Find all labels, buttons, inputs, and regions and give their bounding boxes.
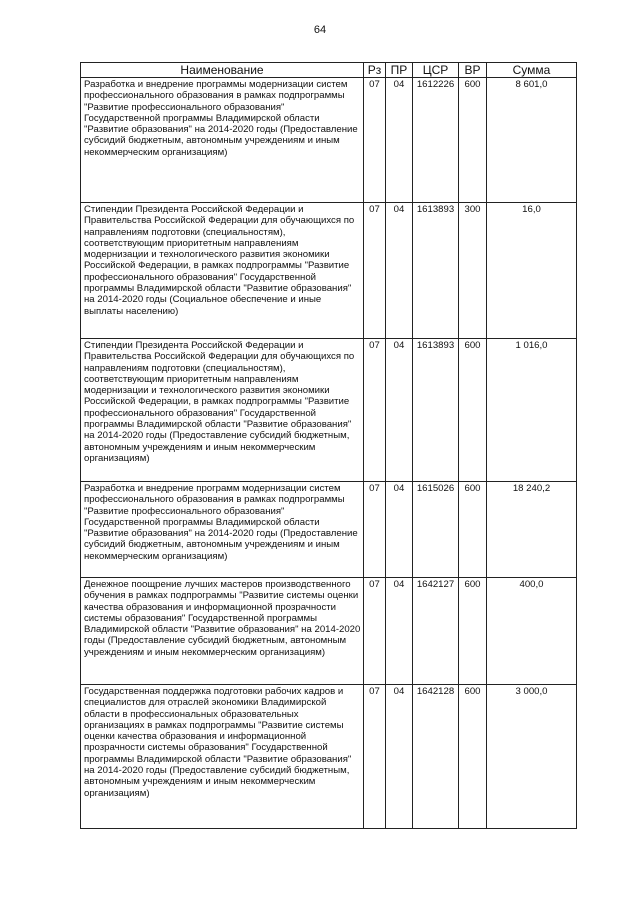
budget-table bbox=[80, 62, 577, 829]
row-name: Денежное поощрение лучших мастеров производственного обучения в рамках подпрограммы "Развитие системы оценки качества образования и информационной прозрачности системы образования" Государственной программы Владимирской области "Развитие образования" на 2014-2020 годы (Предоставление субсидий бюджетным, автономным учреждениям и иным некоммерческим организациям) bbox=[81, 578, 364, 685]
row-rz: 07 bbox=[364, 78, 386, 203]
row-rz: 07 bbox=[364, 578, 386, 685]
row-sum: 8 601,0 bbox=[487, 78, 577, 203]
header-rz: Рз bbox=[364, 63, 386, 78]
row-sum: 400,0 bbox=[487, 578, 577, 685]
page-number: 64 bbox=[313, 24, 327, 36]
row-rz: 07 bbox=[364, 685, 386, 829]
row-name: Разработка и внедрение программы модернизации систем профессионального образования в рамках подпрограммы "Развитие профессионального образования" Государственной программы Владимирской области "Развитие образования" на 2014-2020 годы (Предоставление субсидий бюджетным, автономным учреждениям и иным некоммерческим организациям) bbox=[81, 78, 364, 203]
table-row bbox=[81, 339, 577, 482]
row-pr: 04 bbox=[386, 482, 413, 578]
row-csr: 1642127 bbox=[413, 578, 459, 685]
table-header-row bbox=[81, 63, 577, 78]
row-csr: 1613893 bbox=[413, 339, 459, 482]
row-vr: 600 bbox=[459, 578, 487, 685]
row-vr: 600 bbox=[459, 685, 487, 829]
row-rz: 07 bbox=[364, 339, 386, 482]
header-sum: Сумма bbox=[487, 63, 577, 78]
row-vr: 600 bbox=[459, 78, 487, 203]
table-row bbox=[81, 78, 577, 203]
row-sum: 18 240,2 bbox=[487, 482, 577, 578]
row-sum: 16,0 bbox=[487, 203, 577, 339]
table-row bbox=[81, 578, 577, 685]
header-pr: ПР bbox=[386, 63, 413, 78]
row-csr: 1613893 bbox=[413, 203, 459, 339]
row-vr: 600 bbox=[459, 339, 487, 482]
row-pr: 04 bbox=[386, 685, 413, 829]
row-csr: 1615026 bbox=[413, 482, 459, 578]
row-sum: 3 000,0 bbox=[487, 685, 577, 829]
row-name: Государственная поддержка подготовки рабочих кадров и специалистов для отраслей экономики Владимирской области в профессиональных образовательных организациях в рамках подпрограммы "Развитие системы оценки качества образования и информационной прозрачности системы образования" Государственной программы Владимирской области "Развитие образования" на 2014-2020 годы (Предоставление субсидий бюджетным, автономным учреждениям и иным некоммерческим организациям) bbox=[81, 685, 364, 829]
row-sum: 1 016,0 bbox=[487, 339, 577, 482]
row-pr: 04 bbox=[386, 578, 413, 685]
row-name: Разработка и внедрение программ модернизации систем профессионального образования в рамках подпрограммы "Развитие профессионального образования" Государственной программы Владимирской области "Развитие образования" на 2014-2020 годы (Предоставление субсидий бюджетным, автономным учреждениям и иным некоммерческим организациям) bbox=[81, 482, 364, 578]
row-csr: 1612226 bbox=[413, 78, 459, 203]
row-rz: 07 bbox=[364, 203, 386, 339]
row-vr: 300 bbox=[459, 203, 487, 339]
row-name: Стипендии Президента Российской Федерации и Правительства Российской Федерации для обучающихся по направлениям подготовки (специальностям), соответствующим приоритетным направлениям модернизации и технологического развития экономики Российской Федерации, в рамках подпрограммы "Развитие профессионального образования" Государственной программы Владимирской области "Развитие образования" на 2014-2020 годы (Социальное обеспечение и иные выплаты населению) bbox=[81, 203, 364, 339]
table-row bbox=[81, 482, 577, 578]
row-csr: 1642128 bbox=[413, 685, 459, 829]
row-pr: 04 bbox=[386, 339, 413, 482]
row-rz: 07 bbox=[364, 482, 386, 578]
row-vr: 600 bbox=[459, 482, 487, 578]
table-row bbox=[81, 685, 577, 829]
table-row bbox=[81, 203, 577, 339]
row-name: Стипендии Президента Российской Федерации и Правительства Российской Федерации для обучающихся по направлениям подготовки (специальностям), соответствующим приоритетным направлениям модернизации и технологического развития экономики Российской Федерации, в рамках подпрограммы "Развитие профессионального образования" Государственной программы Владимирской области "Развитие образования" на 2014-2020 годы (Предоставление субсидий бюджетным, автономным учреждениям и иным некоммерческим организациям) bbox=[81, 339, 364, 482]
row-pr: 04 bbox=[386, 203, 413, 339]
header-csr: ЦСР bbox=[413, 63, 459, 78]
header-name: Наименование bbox=[81, 63, 364, 78]
row-pr: 04 bbox=[386, 78, 413, 203]
header-vr: ВР bbox=[459, 63, 487, 78]
